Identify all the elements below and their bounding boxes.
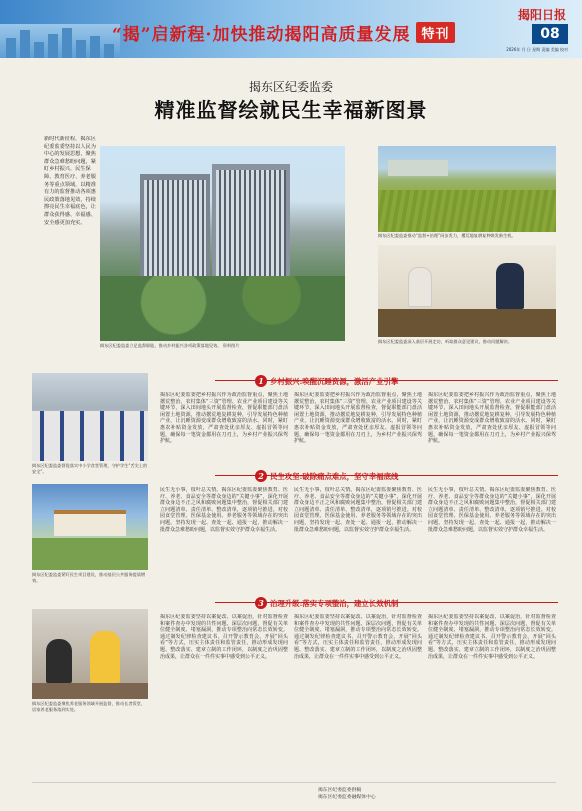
section-2-text-col-2: 民生无小事，枝叶总关情。揭东区纪委监委聚焦教育、医疗、养老、食品安全等群众身边的“关键小事”，深化开展群众身边不正之风和腐败问题集中整治，督促相关部门建立问题清单、责任清单、整改清单，逐项销号推进。对校园食堂管理、医保基金使用、养老服务等领域存在的突出问题，坚持发现一起、查处一起、通报一起，推动解决一批群众急难愁盼问题，以监督实效守护群众幸福生活。: [294, 487, 422, 533]
masthead-headline: [112, 20, 455, 45]
section-heading-text: 乡村振兴:唤醒沉睡资源，激活产业引擎: [270, 377, 399, 386]
public-hall-photo: [32, 484, 148, 570]
section-3-text-col-3: 揭东区纪委监委坚持以案促改、以案促治，针对监督检查和案件查办中发现的共性问题、深层次问题，督促有关单位健全制度、堵塞漏洞，推动专项整治向常态长效转变。通过制发纪律检查建议书、召开警示教育会、开展“回头看”等方式，压实主体责任和监管责任，推动形成发现问题、整改落实、建章立制的工作闭环，以制度之治巩固整治成果，让群众在一件件实事中感受到公平正义。: [428, 614, 556, 660]
date-line: 2026年 月 日 星期 责编 美编 校对: [506, 47, 568, 52]
article-title: 精准监督绘就民生幸福新图景: [154, 98, 428, 122]
meeting-photo: [378, 245, 556, 337]
lead-paragraph: 新时代新征程，揭东区纪委监委坚持以人民为中心的发展思想，聚焦群众急难愁盼问题，紧盯乡村振兴、民生保障、教育医疗、养老服务等重点领域，以精准有力的监督推动各项惠民政策落地见效，持续擦亮民生幸福底色，让群众获得感、幸福感、安全感更加充实。: [44, 136, 96, 226]
section-heading-3: [255, 597, 398, 609]
newspaper-logo: 揭阳日报: [517, 8, 566, 22]
section-1-text-col-2: 揭东区纪委监委把乡村振兴作为政治监督重点，聚焦土地撂荒整治、农村集体“三资”管理、农业产业项目建设等关键环节，深入田间地头开展监督检查，督促职能部门盘活闲置土地资源，推动撂荒地复耕复种，引导发展特色种植产业，让沉睡资源变成群众增收致富的活水。同时，紧盯惠农补贴资金发放，严肃查处优亲厚友、虚报冒领等问题，确保每一笔资金都用在刀刃上，为乡村产业振兴保驾护航。: [294, 392, 422, 445]
section-number: 1: [255, 375, 267, 387]
section-2-text-col-3: 民生无小事，枝叶总关情。揭东区纪委监委聚焦教育、医疗、养老、食品安全等群众身边的“关键小事”，深化开展群众身边不正之风和腐败问题集中整治，督促相关部门建立问题清单、责任清单、整改清单，逐项销号推进。对校园食堂管理、医保基金使用、养老服务等领域存在的突出问题，坚持发现一起、查处一起、通报一起，推动解决一批群众急难愁盼问题，以监督实效守护群众幸福生活。: [428, 487, 556, 533]
footer-credits: [318, 787, 376, 801]
hall-photo-caption: 揭东区纪委监委紧盯民生项目建设，推动基层公共服务提质增效。: [32, 572, 146, 583]
dining-photo-caption: 揭东区纪委监委督促落实中小学食堂管理，守护学生“舌尖上的安全”。: [32, 463, 148, 474]
section-number: 2: [255, 470, 267, 482]
footer-line-1: 揭东区纪委监委供稿: [318, 788, 362, 793]
masthead-headline-text: “揭”启新程·加快推动揭阳高质量发展: [112, 25, 411, 45]
section-3-text-col-2: 揭东区纪委监委坚持以案促改、以案促治，针对监督检查和案件查办中发现的共性问题、深层次问题，督促有关单位健全制度、堵塞漏洞，推动专项整治向常态长效转变。通过制发纪律检查建议书、召开警示教育会、开展“回头看”等方式，压实主体责任和监管责任，推动形成发现问题、整改落实、建章立制的工作闭环，以制度之治巩固整治成果，让群众在一件件实事中感受到公平正义。: [294, 614, 422, 660]
special-badge: 特刊: [416, 22, 454, 43]
footer-divider: [32, 782, 556, 783]
school-dining-photo: [32, 373, 148, 461]
masthead-banner: [0, 0, 582, 58]
section-heading-text: 治理升级:落实专项整治，建立长效机制: [270, 599, 399, 608]
page-number: 08: [532, 24, 568, 44]
field-photo-caption: 揭东区纪委监委推动“监督+治理”同步发力，撂荒地复耕复种焕发新生机。: [378, 233, 516, 238]
section-heading-1: [255, 375, 398, 387]
elderly-care-photo: [32, 609, 148, 699]
rice-field-photo: [378, 146, 556, 232]
section-1-text-col-3: 揭东区纪委监委把乡村振兴作为政治监督重点，聚焦土地撂荒整治、农村集体“三资”管理、农业产业项目建设等关键环节，深入田间地头开展监督检查，督促职能部门盘活闲置土地资源，推动撂荒地复耕复种，引导发展特色种植产业，让沉睡资源变成群众增收致富的活水。同时，紧盯惠农补贴资金发放，严肃查处优亲厚友、虚报冒领等问题，确保每一笔资金都用在刀刃上，为乡村产业振兴保驾护航。: [428, 392, 556, 445]
article-kicker: 揭东区纪委监委: [248, 80, 333, 94]
section-2-text-col-1: 民生无小事，枝叶总关情。揭东区纪委监委聚焦教育、医疗、养老、食品安全等群众身边的“关键小事”，深化开展群众身边不正之风和腐败问题集中整治，督促相关部门建立问题清单、责任清单、整改清单，逐项销号推进。对校园食堂管理、医保基金使用、养老服务等领域存在的突出问题，坚持发现一起、查处一起、通报一起，推动解决一批群众急难愁盼问题，以监督实效守护群众幸福生活。: [160, 487, 288, 533]
building-left: [140, 174, 210, 284]
section-heading-2: [255, 470, 398, 482]
elder-photo-caption: 揭东区纪委监委聚焦养老服务领域开展监督，推动长者饭堂、居家养老服务落到实处。: [32, 701, 146, 712]
footer-line-2: 揭东区纪委监委融媒体中心: [318, 795, 376, 800]
building-photo: [100, 146, 345, 341]
meeting-photo-caption: 揭东区纪委监委深入基层开展走访，听取群众意见建议，推动问题解决。: [378, 339, 513, 344]
section-number: 3: [255, 597, 267, 609]
section-3-text-col-1: 揭东区纪委监委坚持以案促改、以案促治，针对监督检查和案件查办中发现的共性问题、深层次问题，督促有关单位健全制度、堵塞漏洞，推动专项整治向常态长效转变。通过制发纪律检查建议书、召开警示教育会、开展“回头看”等方式，压实主体责任和监管责任，推动形成发现问题、整改落实、建章立制的工作闭环，以制度之治巩固整治成果，让群众在一件件实事中感受到公平正义。: [160, 614, 288, 660]
main-photo-caption: 揭东区纪委监委立足监督职能，推动乡村振兴各项政策落地见效。 资料图片: [100, 343, 240, 348]
building-right: [212, 164, 290, 284]
city-skyline-graphic: [0, 24, 120, 58]
section-1-text-col-1: 揭东区纪委监委把乡村振兴作为政治监督重点，聚焦土地撂荒整治、农村集体“三资”管理、农业产业项目建设等关键环节，深入田间地头开展监督检查，督促职能部门盘活闲置土地资源，推动撂荒地复耕复种，引导发展特色种植产业，让沉睡资源变成群众增收致富的活水。同时，紧盯惠农补贴资金发放，严肃查处优亲厚友、虚报冒领等问题，确保每一笔资金都用在刀刃上，为乡村产业振兴保驾护航。: [160, 392, 288, 445]
section-heading-text: 民生攻坚:破除痛点难点，坚守幸福底线: [270, 472, 399, 481]
